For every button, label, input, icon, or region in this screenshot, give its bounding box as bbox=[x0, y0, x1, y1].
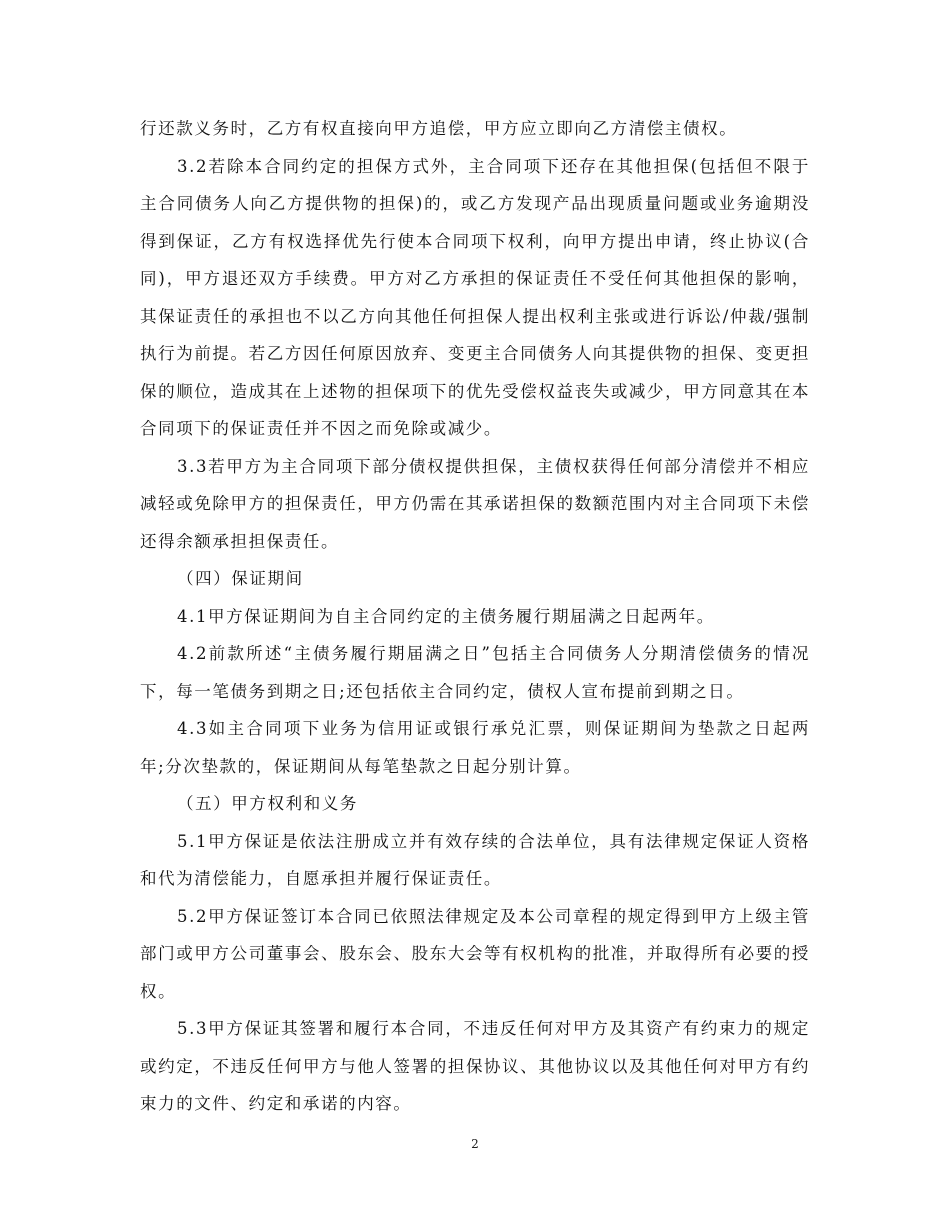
clause-3-2: 3.2若除本合同约定的担保方式外，主合同项下还存在其他担保(包括但不限于主合同债务人向乙方提供物的担保)的，或乙方发现产品出现质量问题或业务逾期没得到保证，乙方有权选择优先行使本合同项下权利，向甲方提出申请，终止协议(合同)，甲方退还双方手续费。甲方对乙方承担的保证责任不受任何其他担保的影响，其保证责任的承担也不以乙方向其他任何担保人提出权利主张或进行诉讼/仲裁/强制执行为前提。若乙方因任何原因放弃、变更主合同债务人向其提供物的担保、变更担保的顺位，造成其在上述物的担保项下的优先受偿权益丧失或减少，甲方同意其在本合同项下的保证责任并不因之而免除或减少。 bbox=[140, 156, 810, 438]
clause-5-2: 5.2甲方保证签订本合同已依照法律规定及本公司章程的规定得到甲方上级主管部门或甲方公司董事会、股东会、股东大会等有权机构的批准，并取得所有必要的授权。 bbox=[140, 906, 810, 1001]
clause-4-2: 4.2前款所述“主债务履行期届满之日”包括主合同债务人分期清偿债务的情况下，每一笔债务到期之日;还包括依主合同约定，债权人宣布提前到期之日。 bbox=[140, 644, 810, 701]
section-heading-4: （四）保证期间 bbox=[177, 569, 304, 588]
clause-3-3: 3.3若甲方为主合同项下部分债权提供担保，主债权获得任何部分清偿并不相应减轻或免除甲方的担保责任，甲方仍需在其承诺担保的数额范围内对主合同项下未偿还得余额承担担保责任。 bbox=[140, 456, 810, 551]
clause-4-1: 4.1甲方保证期间为自主合同约定的主债务履行期届满之日起两年。 bbox=[177, 606, 715, 626]
paragraph-continuation: 行还款义务时，乙方有权直接向甲方追偿，甲方应立即向乙方清偿主债权。 bbox=[140, 119, 738, 138]
clause-5-1: 5.1甲方保证是依法注册成立并有效存续的合法单位，具有法律规定保证人资格和代为清偿能力，自愿承担并履行保证责任。 bbox=[140, 831, 810, 888]
clause-4-3: 4.3如主合同项下业务为信用证或银行承兑汇票，则保证期间为垫款之日起两年;分次垫款的，保证期间从每笔垫款之日起分别计算。 bbox=[140, 719, 810, 776]
page-number: 2 bbox=[471, 1137, 479, 1151]
section-heading-5: （五）甲方权利和义务 bbox=[177, 794, 358, 813]
clause-5-3: 5.3甲方保证其签署和履行本合同，不违反任何对甲方及其资产有约束力的规定或约定，不违反任何甲方与他人签署的担保协议、其他协议以及其他任何对甲方有约束力的文件、约定和承诺的内容。 bbox=[140, 1019, 810, 1113]
document-body bbox=[140, 110, 810, 1123]
